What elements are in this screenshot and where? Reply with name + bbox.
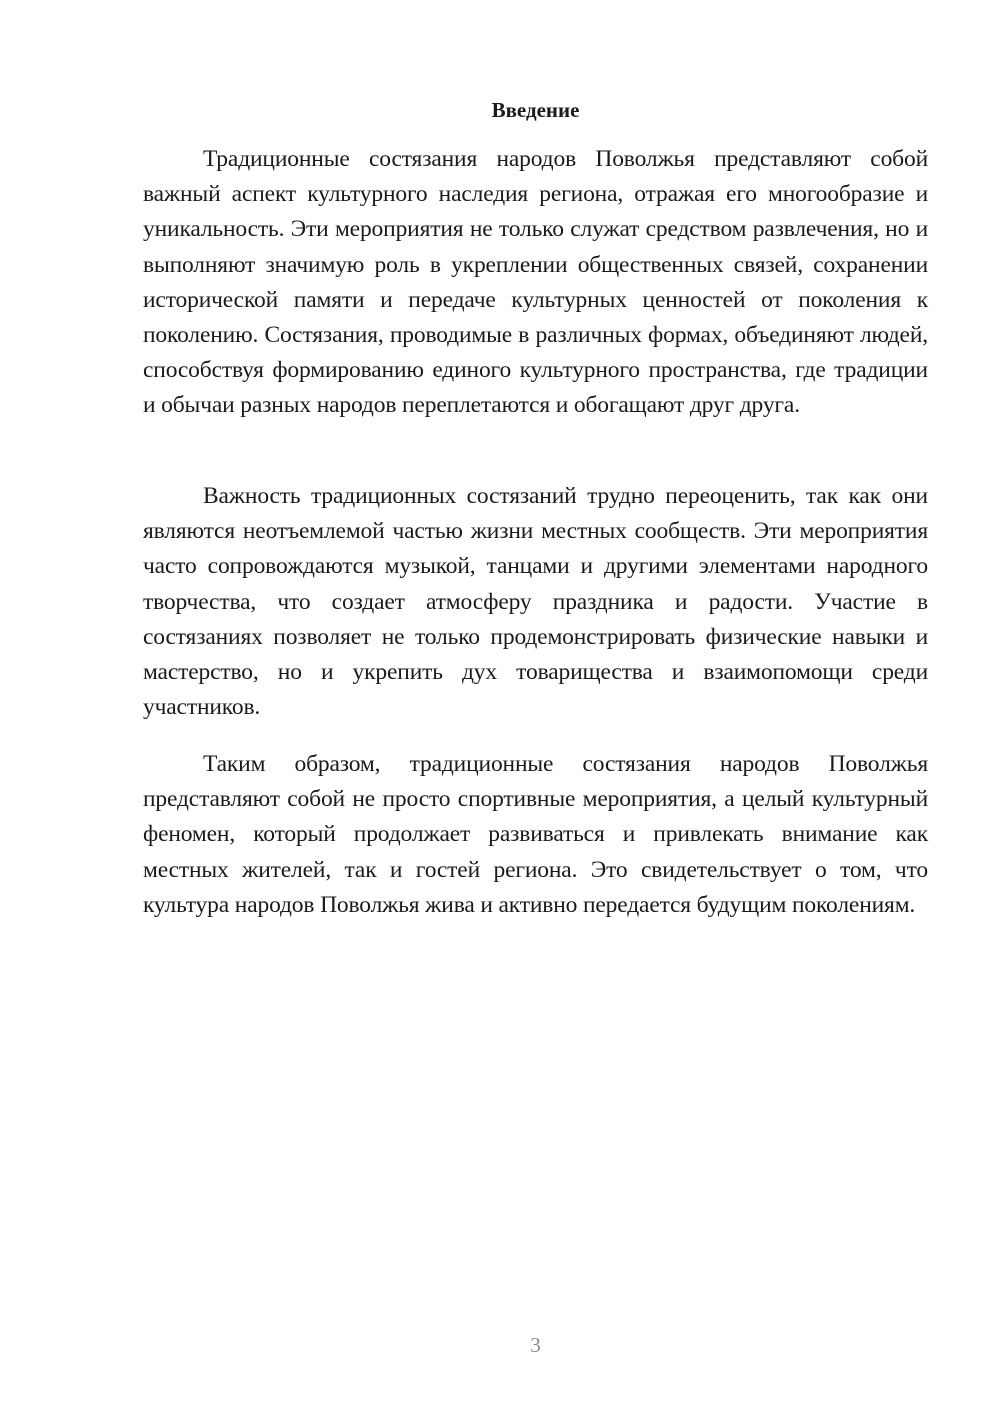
paragraph-3: Таким образом, традиционные состязания народов Поволжья представляют собой не просто спортивные мероприятия, а целый культурный феномен, который продолжает развиваться и привлекать внимание как местных жителей, так и гостей региона. Это свидетельствует о том, что культура народов Поволжья жива и активно передается будущим поколениям. [143, 751, 928, 918]
section-heading: Введение [491, 98, 580, 122]
paragraph-2: Важность традиционных состязаний трудно переоценить, так как они являются неотъемлемой частью жизни местных сообществ. Эти мероприятия часто сопровождаются музыкой, танцами и другими элементами народного творчества, что создает атмосферу праздника и радости. Участие в состязаниях позволяет не только продемонстрировать физические навыки и мастерство, но и укрепить дух товарищества и взаимопомощи среди участников. [143, 483, 928, 721]
paragraph-1: Традиционные состязания народов Поволжья представляют собой важный аспект культурного наследия региона, отражая его многообразие и уникальность. Эти мероприятия не только служат средством развлечения, но и выполняют значимую роль в укреплении общественных связей, сохранении исторической памяти и передаче культурных ценностей от поколения к поколению. Состязания, проводимые в различных формах, объединяют людей, способствуя формированию единого культурного пространства, где традиции и обычаи разных народов переплетаются и обогащают друг друга. [143, 146, 928, 419]
page-number: 3 [530, 1333, 541, 1357]
